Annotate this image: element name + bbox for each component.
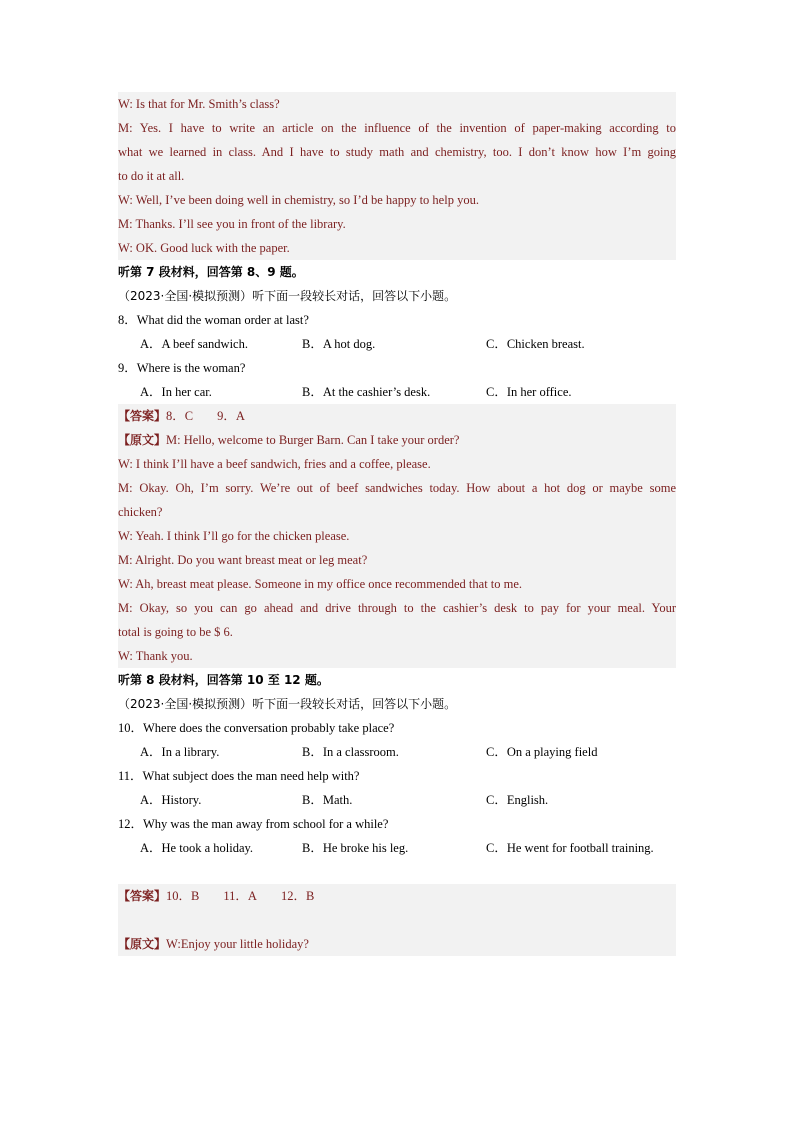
section-7-original-transcript bbox=[118, 452, 676, 668]
section-8-questions bbox=[118, 716, 676, 860]
option-b: B．A hot dog. bbox=[302, 337, 376, 351]
answer-9: 9．A bbox=[217, 409, 245, 423]
section-8-heading: 听第 8 段材料，回答第 10 至 12 题。 bbox=[118, 673, 329, 687]
original-first-line: M: Hello, welcome to Burger Barn. Can I take your order? bbox=[166, 433, 460, 447]
option-a: A．History. bbox=[140, 793, 202, 807]
transcript-line: W: OK. Good luck with the paper. bbox=[118, 236, 676, 260]
transcript-line: W: Yeah. I think I’ll go for the chicken please. bbox=[118, 524, 676, 548]
option-row bbox=[118, 788, 676, 812]
answer-tag: 【答案】 bbox=[118, 409, 167, 423]
option-a: A．A beef sandwich. bbox=[140, 337, 248, 351]
transcript-line: to do it at all. bbox=[118, 164, 676, 188]
option-row bbox=[118, 380, 676, 404]
option-b: B．At the cashier’s desk. bbox=[302, 385, 431, 399]
option-b: B．Math. bbox=[302, 793, 353, 807]
transcript-line: M: Okay. Oh, I’m sorry. We’re out of beef sandwiches today. How about a hot dog or maybe some bbox=[118, 476, 676, 500]
question-stem: 11．What subject does the man need help with? bbox=[118, 769, 360, 783]
dialogue-transcript-6 bbox=[118, 92, 676, 260]
transcript-line: M: Yes. I have to write an article on the influence of the invention of paper-making according to bbox=[118, 116, 676, 140]
transcript-line: total is going to be $ 6. bbox=[118, 620, 676, 644]
question-stem: 10．Where does the conversation probably take place? bbox=[118, 721, 395, 735]
option-c: C．In her office. bbox=[486, 385, 572, 399]
transcript-line: W: Is that for Mr. Smith’s class? bbox=[118, 92, 676, 116]
option-c: C．Chicken breast. bbox=[486, 337, 585, 351]
question-stem: 9．Where is the woman? bbox=[118, 361, 246, 375]
option-row bbox=[118, 332, 676, 356]
document-page bbox=[118, 92, 676, 956]
transcript-line: W: Ah, breast meat please. Someone in my office once recommended that to me. bbox=[118, 572, 676, 596]
option-a: A．In a library. bbox=[140, 745, 220, 759]
option-a: A．He took a holiday. bbox=[140, 841, 254, 855]
question-stem: 12．Why was the man away from school for a while? bbox=[118, 817, 389, 831]
option-row bbox=[118, 836, 676, 860]
section-8-original-first bbox=[118, 932, 676, 956]
transcript-line: M: Alright. Do you want breast meat or leg meat? bbox=[118, 548, 676, 572]
transcript-line: M: Thanks. I’ll see you in front of the library. bbox=[118, 212, 676, 236]
answer-tag: 【答案】 bbox=[118, 889, 167, 903]
section-8-answer-row bbox=[118, 884, 676, 908]
answer-8: 8．C bbox=[166, 409, 194, 423]
option-b: B．He broke his leg. bbox=[302, 841, 409, 855]
section-7-answer-row bbox=[118, 404, 676, 428]
section-7-intro: （2023·全国·模拟预测）听下面一段较长对话，回答以下小题。 bbox=[118, 289, 457, 303]
shaded-spacer bbox=[118, 908, 676, 932]
original-tag: 【原文】 bbox=[118, 937, 167, 951]
option-a: A．In her car. bbox=[140, 385, 212, 399]
transcript-line: M: Okay, so you can go ahead and drive through to the cashier’s desk to pay for your meal. Your bbox=[118, 596, 676, 620]
option-b: B．In a classroom. bbox=[302, 745, 399, 759]
original-tag: 【原文】 bbox=[118, 433, 167, 447]
option-c: C．He went for football training. bbox=[486, 841, 654, 855]
transcript-line: W: Thank you. bbox=[118, 644, 676, 668]
transcript-line: W: Well, I’ve been doing well in chemistry, so I’d be happy to help you. bbox=[118, 188, 676, 212]
option-c: C．On a playing field bbox=[486, 745, 598, 759]
section-7-heading: 听第 7 段材料，回答第 8、9 题。 bbox=[118, 265, 304, 279]
answer-10: 10．B bbox=[166, 889, 200, 903]
transcript-line: W: I think I’ll have a beef sandwich, fries and a coffee, please. bbox=[118, 452, 676, 476]
section-7-questions bbox=[118, 308, 676, 404]
transcript-line: what we learned in class. And I have to study math and chemistry, too. I don’t know how I’m going bbox=[118, 140, 676, 164]
option-c: C．English. bbox=[486, 793, 549, 807]
transcript-line: chicken? bbox=[118, 500, 676, 524]
original-first-line: W:Enjoy your little holiday? bbox=[166, 937, 309, 951]
section-7-original-first bbox=[118, 428, 676, 452]
question-stem: 8．What did the woman order at last? bbox=[118, 313, 309, 327]
answer-12: 12．B bbox=[280, 889, 315, 903]
answer-11: 11．A bbox=[223, 889, 257, 903]
section-8-intro: （2023·全国·模拟预测）听下面一段较长对话，回答以下小题。 bbox=[118, 697, 457, 711]
option-row bbox=[118, 740, 676, 764]
